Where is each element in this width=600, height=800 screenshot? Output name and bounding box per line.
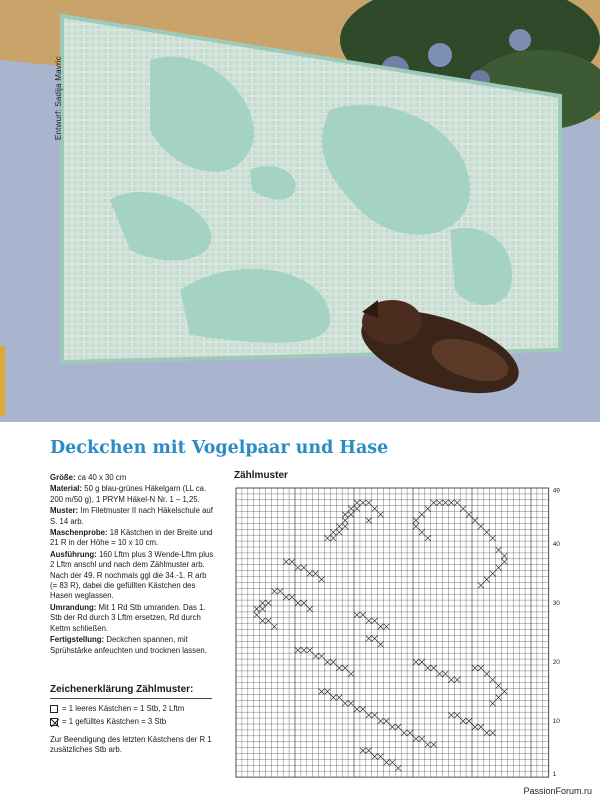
legend-divider <box>50 698 212 699</box>
counting-chart <box>232 484 572 784</box>
filled-box-icon <box>50 718 58 726</box>
row-label: 1 <box>552 770 557 778</box>
legend-heading: Zeichenerklärung Zählmuster: <box>50 684 194 695</box>
instruction-border: Umrandung: Mit 1 Rd Stb umranden. Das 1. Stb der Rd durch 3 Lftm ersetzen, Rd durch Kettm schließen. <box>50 602 206 633</box>
row-label: 40 <box>552 540 560 548</box>
chart-title: Zählmuster <box>234 470 288 481</box>
chart-frame <box>236 488 549 777</box>
instruction-size: Größe: ca 40 x 30 cm <box>50 473 127 482</box>
instruction-execution: Ausführung: 160 Lftm plus 3 Wende-Lftm plus 2 Lftm anschl und nach dem Zählmuster arb. Nach der 49. R nochmals ggl die 34.-1. R arb (= 83 R), dabei die gefüllten Kästchen des Hasen weglassen. <box>50 549 214 601</box>
instruction-gauge: Maschenprobe: 18 Kästchen in der Breite und 21 R in der Höhe = 10 x 10 cm. <box>50 528 213 548</box>
empty-box-icon <box>50 705 58 713</box>
page-title: Deckchen mit Vogelpaar und Hase <box>50 438 389 458</box>
row-label: 20 <box>552 658 560 666</box>
instruction-finishing: Fertigstellung: Deckchen spannen, mit Sprühstärke anfeuchten und trocknen lassen. <box>50 635 207 655</box>
row-label: 30 <box>552 599 560 607</box>
legend-empty-text: = 1 leeres Kästchen = 1 Stb, 2 Lftm <box>62 704 185 713</box>
legend-filled-text: = 1 gefülltes Kästchen = 3 Stb <box>62 717 167 726</box>
row-label: 49 <box>552 487 560 495</box>
instruction-material: Material: 50 g blau-grünes Häkelgarn (LL ca. 200 m/50 g), 1 PRYM Häkel-N Nr. 1 – 1,25. <box>50 484 207 504</box>
designer-credit: Entwurf: Sadija Mavric <box>54 56 63 140</box>
legend-note: Zur Beendigung des letzten Kästchens der R 1 zusätzliches Stb arb. <box>50 735 212 755</box>
row-label: 10 <box>552 717 560 725</box>
legend-empty <box>50 704 184 713</box>
legend-filled <box>50 717 166 726</box>
watermark: PassionForum.ru <box>523 786 592 796</box>
instruction-pattern: Muster: Im Filetmuster II nach Häkelschule auf S. 14 arb. <box>50 506 213 526</box>
instructions <box>50 473 214 657</box>
